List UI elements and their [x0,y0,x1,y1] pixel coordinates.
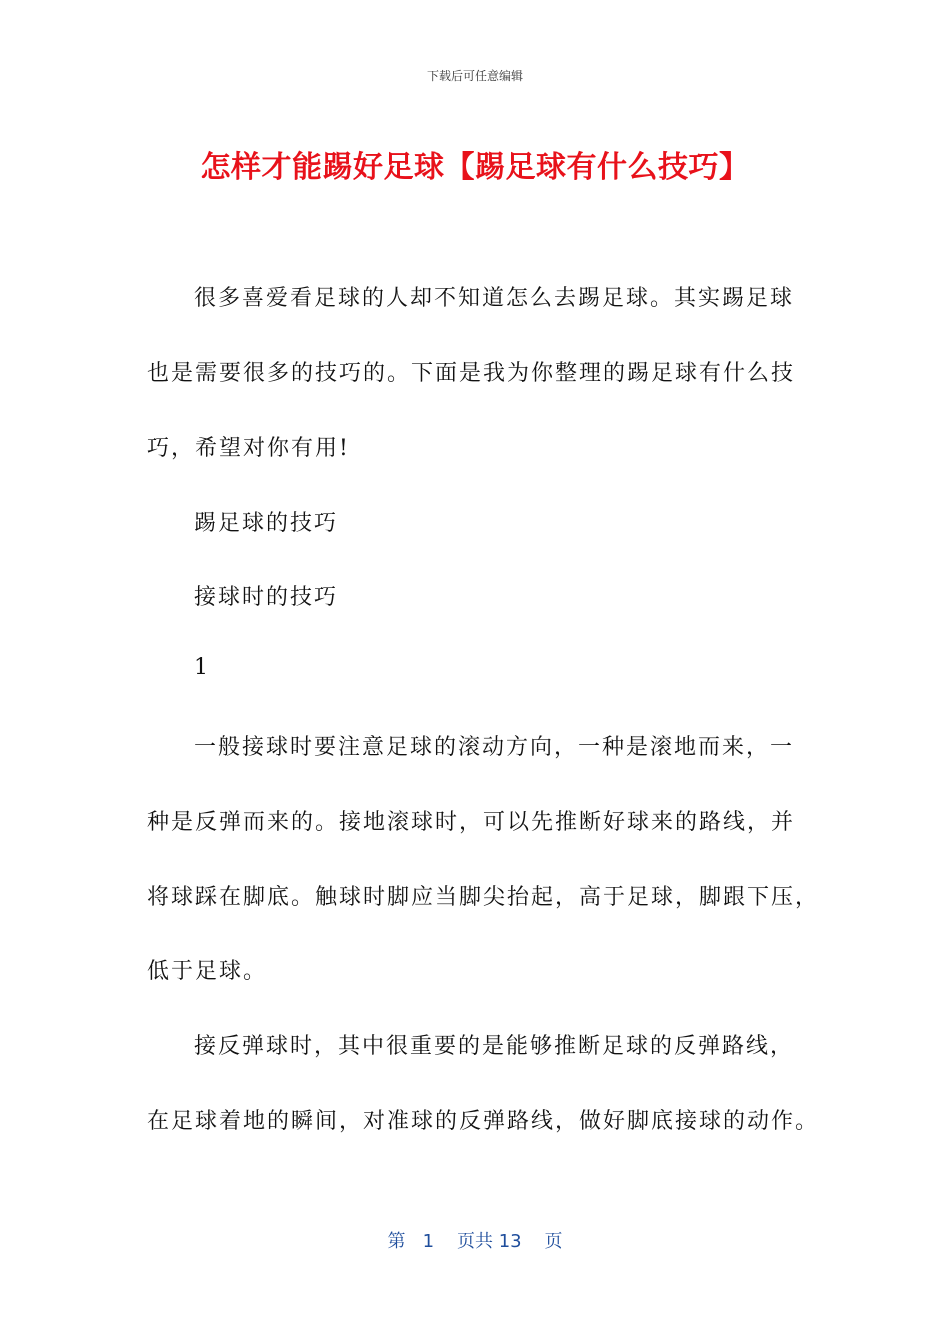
subsection-heading: 接球时的技巧 [194,585,339,610]
paragraph-line: 将球踩在脚底。触球时脚应当脚尖抬起，高于足球，脚跟下压， [147,885,820,910]
paragraph-line: 在足球着地的瞬间，对准球的反弹路线，做好脚底接球的动作。 [147,1109,820,1134]
paragraph-line: 一般接球时要注意足球的滚动方向，一种是滚地而来，一 [194,735,795,760]
page-mid: 页共 [456,1231,493,1252]
page-number: 1 [422,1231,435,1252]
header-note: 下载后可任意编辑 [426,69,523,83]
page-footer [0,1227,950,1253]
page-suffix: 页 [544,1231,563,1252]
page-prefix: 第 [387,1231,406,1252]
paragraph-line: 巧，希望对你有用! [147,436,350,461]
paragraph-line: 很多喜爱看足球的人却不知道怎么去踢足球。其实踢足球 [194,286,795,311]
step-number: 1 [194,655,210,680]
section-heading: 踢足球的技巧 [194,511,339,536]
paragraph-line: 种是反弹而来的。接地滚球时，可以先推断好球来的路线，并 [147,810,796,835]
paragraph-line: 也是需要很多的技巧的。下面是我为你整理的踢足球有什么技 [147,361,796,386]
paragraph-line: 低于足球。 [147,959,268,984]
paragraph-line: 接反弹球时，其中很重要的是能够推断足球的反弹路线， [194,1034,795,1059]
document-title: 怎样才能踢好足球【踢足球有什么技巧】 [200,150,750,185]
total-pages: 13 [498,1231,522,1252]
